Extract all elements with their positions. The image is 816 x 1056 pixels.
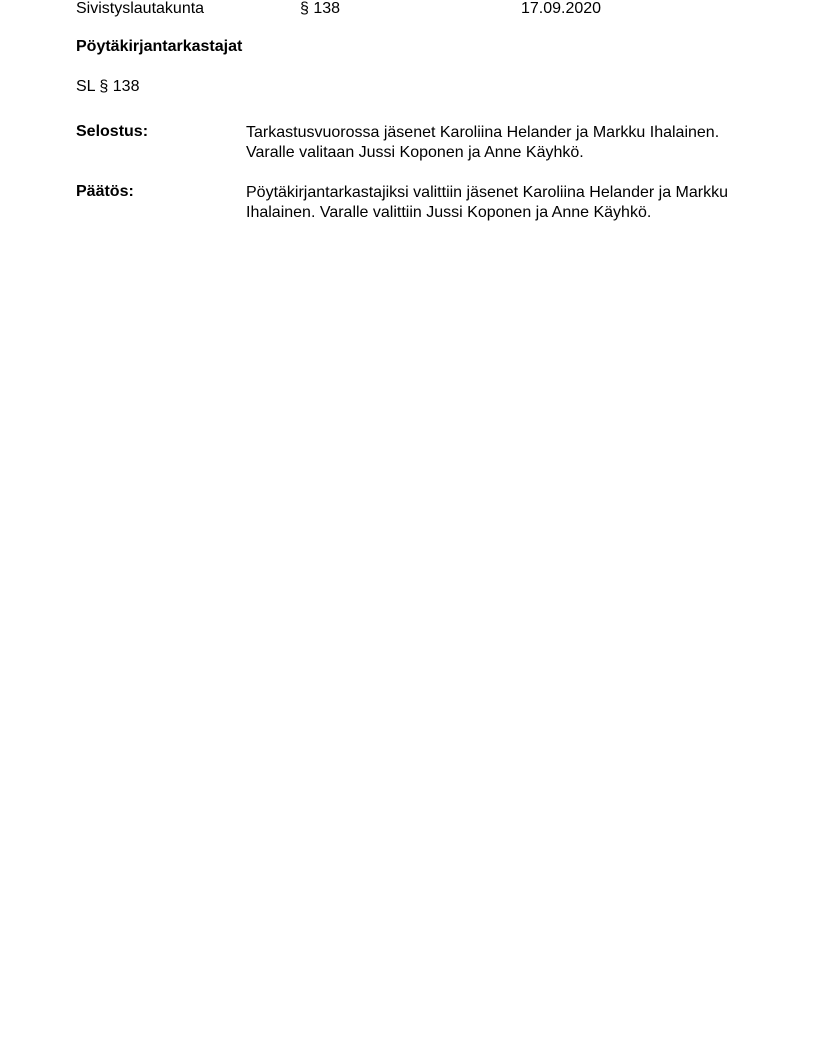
entry-text: Pöytäkirjantarkastajiksi valittiin jäsenet Karoliina Helander ja Markku Ihalainen. Varalle valittiin Jussi Koponen ja Anne Käyhkö. xyxy=(246,184,728,221)
page-title: Pöytäkirjantarkastajat xyxy=(76,38,243,55)
section-number: § 138 xyxy=(300,0,341,17)
entry-label: Selostus: xyxy=(76,123,149,140)
document-header xyxy=(76,0,776,20)
entry-text: Tarkastusvuorossa jäsenet Karoliina Helander ja Markku Ihalainen. Varalle valitaan Jussi Koponen ja Anne Käyhkö. xyxy=(246,124,720,161)
section-reference: SL § 138 xyxy=(76,78,140,95)
committee-name: Sivistyslautakunta xyxy=(76,0,205,17)
meeting-date: 17.09.2020 xyxy=(521,0,602,17)
entry-label: Päätös: xyxy=(76,183,134,200)
